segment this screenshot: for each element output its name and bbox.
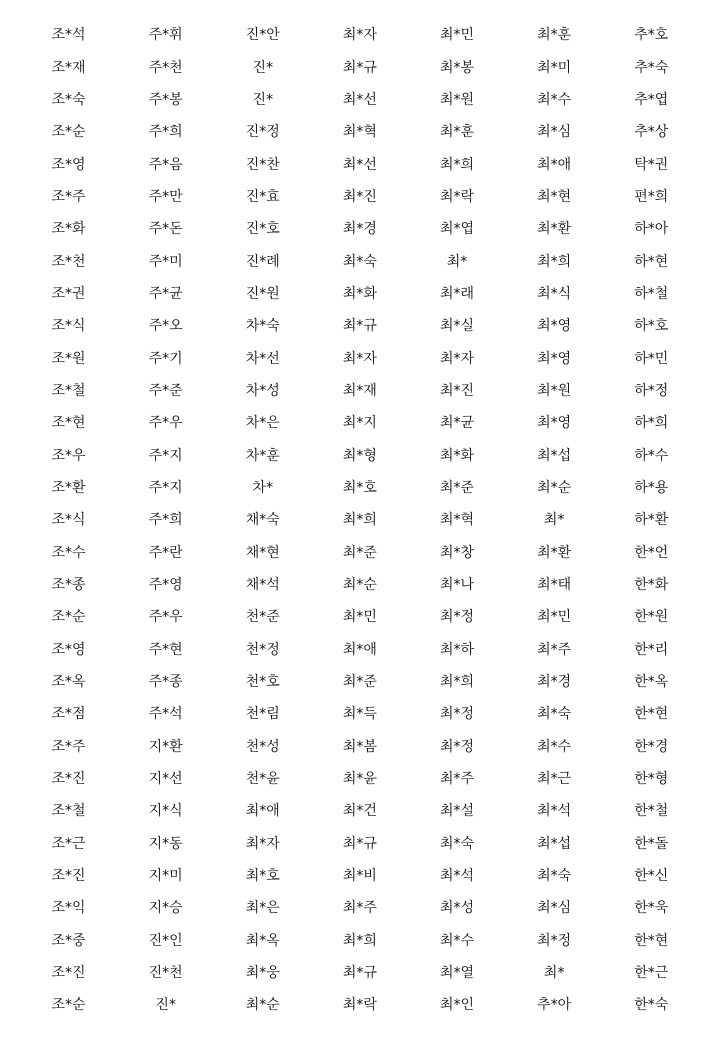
name-cell: 조*근 xyxy=(51,835,86,852)
name-cell: 주*지 xyxy=(148,447,183,464)
name-cell: 최*규 xyxy=(342,965,377,982)
name-cell: 조*환 xyxy=(51,479,86,496)
name-cell: 최*봄 xyxy=(342,738,377,755)
name-cell: 최*창 xyxy=(440,544,475,561)
name-cell: 조*진 xyxy=(51,965,86,982)
name-cell: 최*심 xyxy=(537,900,572,917)
name-cell: 조*원 xyxy=(51,350,86,367)
name-cell: 천*윤 xyxy=(245,771,280,788)
name-cell: 천*림 xyxy=(245,706,280,723)
name-cell: 최*정 xyxy=(537,932,572,949)
name-cell: 한*근 xyxy=(634,965,669,982)
name-cell: 지*승 xyxy=(148,900,183,917)
name-cell: 한*숙 xyxy=(634,997,669,1014)
name-cell: 최*심 xyxy=(537,124,572,141)
name-cell: 주*돈 xyxy=(148,221,183,238)
name-cell: 최*건 xyxy=(342,803,377,820)
name-cell: 최*영 xyxy=(537,350,572,367)
name-cell: 최*준 xyxy=(440,479,475,496)
name-cell: 조*숙 xyxy=(51,91,86,108)
name-cell: 천*호 xyxy=(245,674,280,691)
name-cell: 진*인 xyxy=(148,932,183,949)
name-cell: 하*희 xyxy=(634,415,669,432)
name-cell: 조*점 xyxy=(51,706,86,723)
name-cell: 조*익 xyxy=(51,900,86,917)
name-cell: 최*자 xyxy=(342,350,377,367)
name-cell: 주*우 xyxy=(148,415,183,432)
name-cell: 하*용 xyxy=(634,479,669,496)
name-cell: 주*휘 xyxy=(148,27,183,44)
name-cell: 최*수 xyxy=(537,738,572,755)
name-cell: 주*희 xyxy=(148,512,183,529)
name-cell: 최*자 xyxy=(342,27,377,44)
name-cell: 최*선 xyxy=(342,156,377,173)
name-cell: 최*숙 xyxy=(342,253,377,270)
name-cell: 최*숙 xyxy=(537,868,572,885)
name-cell: 최*원 xyxy=(440,91,475,108)
name-cell: 지*환 xyxy=(148,738,183,755)
name-cell: 천*정 xyxy=(245,641,280,658)
name-cell: 최*득 xyxy=(342,706,377,723)
name-cell: 조*중 xyxy=(51,932,86,949)
name-cell: 최*희 xyxy=(537,253,572,270)
name-cell: 하*민 xyxy=(634,350,669,367)
name-cell: 최*숙 xyxy=(440,835,475,852)
name-cell: 최*석 xyxy=(537,803,572,820)
name-cell: 최*자 xyxy=(245,835,280,852)
name-cell: 최*선 xyxy=(342,91,377,108)
name-cell: 편*희 xyxy=(634,188,669,205)
name-cell: 최*준 xyxy=(342,544,377,561)
name-cell: 한*옥 xyxy=(634,674,669,691)
name-cell: 최*섭 xyxy=(537,447,572,464)
name-cell: 진*안 xyxy=(245,27,280,44)
name-cell: 차*성 xyxy=(245,382,280,399)
name-cell: 차*훈 xyxy=(245,447,280,464)
name-cell: 최*원 xyxy=(537,382,572,399)
name-cell: 한*원 xyxy=(634,609,669,626)
name-cell: 탁*권 xyxy=(634,156,669,173)
name-cell: 최*민 xyxy=(440,27,475,44)
name-cell: 조*식 xyxy=(51,512,86,529)
name-cell: 최*지 xyxy=(342,415,377,432)
name-cell: 최*준 xyxy=(342,674,377,691)
name-cell: 차*은 xyxy=(245,415,280,432)
name-cell: 최*나 xyxy=(440,577,475,594)
name-cell: 조*철 xyxy=(51,803,86,820)
name-cell: 차* xyxy=(252,479,274,496)
name-cell: 주*봉 xyxy=(148,91,183,108)
name-cell: 한*욱 xyxy=(634,900,669,917)
name-cell: 조*종 xyxy=(51,577,86,594)
name-cell: 한*현 xyxy=(634,706,669,723)
name-cell: 최*영 xyxy=(537,318,572,335)
name-cell: 진* xyxy=(155,997,176,1014)
name-cell: 조*재 xyxy=(51,59,86,76)
name-cell: 주*종 xyxy=(148,674,183,691)
name-cell: 최*애 xyxy=(537,156,572,173)
name-cell: 주*희 xyxy=(148,124,183,141)
name-cell: 최*훈 xyxy=(440,124,475,141)
name-cell: 조*옥 xyxy=(51,674,86,691)
name-cell: 조*영 xyxy=(51,156,86,173)
name-cell: 최*진 xyxy=(440,382,475,399)
name-cell: 최*정 xyxy=(440,609,475,626)
name-cell: 조*수 xyxy=(51,544,86,561)
name-cell: 주*균 xyxy=(148,285,183,302)
name-cell: 최*웅 xyxy=(245,965,280,982)
name-cell: 하*현 xyxy=(634,253,669,270)
name-cell: 한*화 xyxy=(634,577,669,594)
name-cell: 조*석 xyxy=(51,27,86,44)
name-cell: 진*호 xyxy=(245,221,280,238)
name-cell: 진* xyxy=(252,91,274,108)
name-cell: 채*숙 xyxy=(245,512,280,529)
name-cell: 하*정 xyxy=(634,382,669,399)
name-list-grid xyxy=(20,19,700,1022)
name-cell: 하*철 xyxy=(634,285,669,302)
name-cell: 추*상 xyxy=(634,124,669,141)
name-cell: 최*경 xyxy=(342,221,377,238)
name-cell: 주*기 xyxy=(148,350,183,367)
name-cell: 최*정 xyxy=(440,738,475,755)
name-cell: 최*섭 xyxy=(537,835,572,852)
name-cell: 조*철 xyxy=(51,382,86,399)
name-cell: 최*균 xyxy=(440,415,475,432)
name-cell: 최*민 xyxy=(537,609,572,626)
name-cell: 한*현 xyxy=(634,932,669,949)
name-cell: 최*실 xyxy=(440,318,475,335)
name-cell: 최*규 xyxy=(342,59,377,76)
name-cell: 추*엽 xyxy=(634,91,669,108)
name-cell: 조*주 xyxy=(51,738,86,755)
name-cell: 최* xyxy=(543,965,565,982)
name-cell: 조*식 xyxy=(51,318,86,335)
name-cell: 하*아 xyxy=(634,221,669,238)
name-cell: 주*현 xyxy=(148,641,183,658)
name-cell: 최*호 xyxy=(342,479,377,496)
name-cell: 주*석 xyxy=(148,706,183,723)
name-cell: 주*미 xyxy=(148,253,183,270)
name-cell: 조*화 xyxy=(51,221,86,238)
name-cell: 최*주 xyxy=(440,771,475,788)
name-cell: 진*천 xyxy=(148,965,183,982)
name-cell: 하*호 xyxy=(634,318,669,335)
name-cell: 최*희 xyxy=(440,674,475,691)
name-cell: 최*형 xyxy=(342,447,377,464)
name-cell: 최*환 xyxy=(537,221,572,238)
name-cell: 진* xyxy=(252,59,274,76)
name-cell: 최*규 xyxy=(342,835,377,852)
name-cell: 천*성 xyxy=(245,738,280,755)
name-cell: 조*우 xyxy=(51,447,86,464)
name-cell: 지*선 xyxy=(148,771,183,788)
name-cell: 최* xyxy=(446,253,468,270)
name-cell: 최*락 xyxy=(440,188,475,205)
name-cell: 최*수 xyxy=(440,932,475,949)
name-cell: 최*옥 xyxy=(245,932,280,949)
name-cell: 주*만 xyxy=(148,188,183,205)
name-cell: 채*석 xyxy=(245,577,280,594)
name-cell: 최*인 xyxy=(440,997,475,1014)
name-cell: 최* xyxy=(543,512,565,529)
name-cell: 한*언 xyxy=(634,544,669,561)
name-cell: 진*원 xyxy=(245,285,280,302)
name-cell: 추*호 xyxy=(634,27,669,44)
name-cell: 차*숙 xyxy=(245,318,280,335)
name-cell: 한*리 xyxy=(634,641,669,658)
name-cell: 주*지 xyxy=(148,479,183,496)
name-cell: 최*호 xyxy=(245,868,280,885)
name-cell: 추*숙 xyxy=(634,59,669,76)
name-cell: 최*순 xyxy=(342,577,377,594)
name-cell: 진*찬 xyxy=(245,156,280,173)
name-cell: 최*규 xyxy=(342,318,377,335)
name-cell: 최*수 xyxy=(537,91,572,108)
name-cell: 진*효 xyxy=(245,188,280,205)
name-cell: 최*경 xyxy=(537,674,572,691)
name-cell: 지*식 xyxy=(148,803,183,820)
name-cell: 한*신 xyxy=(634,868,669,885)
name-cell: 최*민 xyxy=(342,609,377,626)
name-cell: 최*영 xyxy=(537,415,572,432)
name-cell: 최*혁 xyxy=(440,512,475,529)
name-cell: 최*석 xyxy=(440,868,475,885)
name-cell: 주*음 xyxy=(148,156,183,173)
name-cell: 최*환 xyxy=(537,544,572,561)
name-cell: 최*식 xyxy=(537,285,572,302)
name-cell: 최*윤 xyxy=(342,771,377,788)
name-cell: 최*애 xyxy=(342,641,377,658)
name-cell: 하*환 xyxy=(634,512,669,529)
name-cell: 한*경 xyxy=(634,738,669,755)
name-cell: 최*자 xyxy=(440,350,475,367)
name-cell: 최*근 xyxy=(537,771,572,788)
name-cell: 최*현 xyxy=(537,188,572,205)
name-cell: 최*혁 xyxy=(342,124,377,141)
name-cell: 조*천 xyxy=(51,253,86,270)
name-cell: 주*천 xyxy=(148,59,183,76)
name-cell: 조*현 xyxy=(51,415,86,432)
name-cell: 최*주 xyxy=(537,641,572,658)
name-cell: 조*진 xyxy=(51,771,86,788)
name-cell: 최*성 xyxy=(440,900,475,917)
name-cell: 최*미 xyxy=(537,59,572,76)
name-cell: 최*정 xyxy=(440,706,475,723)
name-cell: 최*화 xyxy=(342,285,377,302)
name-cell: 최*애 xyxy=(245,803,280,820)
name-cell: 최*하 xyxy=(440,641,475,658)
name-cell: 조*순 xyxy=(51,124,86,141)
name-cell: 최*재 xyxy=(342,382,377,399)
name-cell: 최*락 xyxy=(342,997,377,1014)
name-cell: 주*준 xyxy=(148,382,183,399)
name-cell: 한*철 xyxy=(634,803,669,820)
name-cell: 조*주 xyxy=(51,188,86,205)
name-cell: 진*례 xyxy=(245,253,280,270)
name-cell: 최*숙 xyxy=(537,706,572,723)
name-cell: 한*형 xyxy=(634,771,669,788)
name-cell: 주*우 xyxy=(148,609,183,626)
name-cell: 최*희 xyxy=(342,512,377,529)
name-cell: 최*주 xyxy=(342,900,377,917)
name-cell: 최*진 xyxy=(342,188,377,205)
name-cell: 최*열 xyxy=(440,965,475,982)
name-cell: 조*순 xyxy=(51,997,86,1014)
name-cell: 최*희 xyxy=(342,932,377,949)
name-cell: 차*선 xyxy=(245,350,280,367)
name-cell: 조*영 xyxy=(51,641,86,658)
name-cell: 최*비 xyxy=(342,868,377,885)
name-cell: 주*영 xyxy=(148,577,183,594)
name-cell: 최*훈 xyxy=(537,27,572,44)
name-cell: 최*설 xyxy=(440,803,475,820)
name-cell: 최*화 xyxy=(440,447,475,464)
name-cell: 최*순 xyxy=(537,479,572,496)
name-cell: 천*준 xyxy=(245,609,280,626)
name-cell: 지*미 xyxy=(148,868,183,885)
name-cell: 주*오 xyxy=(148,318,183,335)
name-cell: 한*돌 xyxy=(634,835,669,852)
name-cell: 최*태 xyxy=(537,577,572,594)
name-cell: 최*래 xyxy=(440,285,475,302)
name-cell: 채*현 xyxy=(245,544,280,561)
name-cell: 지*동 xyxy=(148,835,183,852)
name-cell: 조*진 xyxy=(51,868,86,885)
name-cell: 최*희 xyxy=(440,156,475,173)
name-cell: 최*순 xyxy=(245,997,280,1014)
name-cell: 진*정 xyxy=(245,124,280,141)
name-cell: 최*봉 xyxy=(440,59,475,76)
name-cell: 조*권 xyxy=(51,285,86,302)
name-cell: 추*아 xyxy=(537,997,572,1014)
name-cell: 최*엽 xyxy=(440,221,475,238)
name-cell: 조*순 xyxy=(51,609,86,626)
name-cell: 주*란 xyxy=(148,544,183,561)
name-cell: 하*수 xyxy=(634,447,669,464)
name-cell: 최*은 xyxy=(245,900,280,917)
